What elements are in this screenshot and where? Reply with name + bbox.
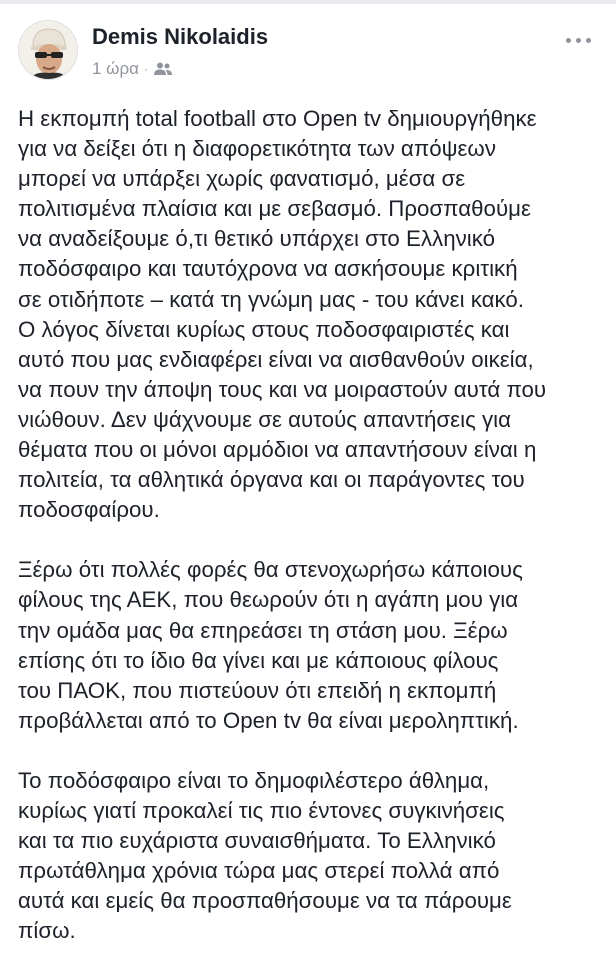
text-line: πολιτεία, τα αθλητικά όργανα και οι παράγοντες του — [18, 467, 525, 493]
text-line: προβάλλεται από το Open tv θα είναι μεροληπτική. — [18, 707, 519, 733]
text-line: πολιτισμένα πλαίσια και με σεβασμό. Προσπαθούμε — [18, 196, 531, 222]
post-paragraph-1 — [18, 104, 608, 525]
text-line: σε οτιδήποτε – κατά τη γνώμη μας - του κάνει κακό. — [18, 286, 524, 312]
text-line: πίσω. — [18, 918, 76, 944]
text-line: Το ποδόσφαιρο είναι το δημοφιλέστερο άθλημα, — [18, 767, 490, 793]
post-paragraph-3 — [18, 766, 608, 947]
more-options-icon[interactable] — [558, 28, 598, 52]
text-line: αυτά και εμείς θα προσπαθήσουμε να τα πάρουμε — [18, 888, 512, 914]
text-line: θέματα που οι μόνοι αρμόδιοι να απαντήσουν είναι η — [18, 437, 537, 463]
text-line: μπορεί να υπάρξει χωρίς φανατισμό, μέσα σε — [18, 166, 466, 192]
friends-icon[interactable] — [153, 61, 173, 77]
post-header — [18, 20, 598, 86]
text-line: και τα πιο ευχάριστα συναισθήματα. Το Ελληνικό — [18, 828, 496, 854]
text-line: την ομάδα μας θα επηρεάσει τη στάση μου. Ξέρω — [18, 617, 508, 643]
post-meta — [92, 58, 173, 80]
text-line: επίσης ότι το ίδιο θα γίνει και με κάποιους φίλους — [18, 647, 499, 673]
author-name[interactable]: Demis Nikolaidis — [92, 24, 269, 49]
text-line: ποδόσφαιρο και ταυτόχρονα να ασκήσουμε κριτική — [18, 256, 518, 282]
text-line: Ξέρω ότι πολλές φορές θα στενοχωρήσω κάποιους — [18, 557, 523, 583]
post-timestamp[interactable]: 1 ώρα — [92, 59, 139, 78]
post-body — [18, 104, 608, 960]
post-paragraph-2 — [18, 555, 608, 736]
text-line: πρωτάθλημα χρόνια τώρα μας στερεί πολλά από — [18, 858, 500, 884]
text-line: Η εκπομπή total football στο Open tv δημιουργήθηκε — [18, 106, 537, 131]
text-line: για να δείξει ότι η διαφορετικότητα των απόψεων — [18, 136, 496, 162]
author-avatar[interactable] — [18, 20, 78, 80]
text-line: να αναδείξουμε ό,τι θετικό υπάρχει στο Ελληνικό — [18, 226, 495, 252]
text-line: του ΠΑΟΚ, που πιστεύουν ότι επειδή η εκπομπή — [18, 677, 497, 703]
text-line: νιώθουν. Δεν ψάχνουμε σε αυτούς απαντήσεις για — [18, 406, 512, 432]
text-line: Ο λόγος δίνεται κυρίως στους ποδοσφαιριστές και — [18, 316, 510, 342]
text-line: αυτό που μας ενδιαφέρει είναι να αισθανθούν οικεία, — [18, 346, 534, 372]
text-line: φίλους της ΑΕΚ, που θεωρούν ότι η αγάπη μου για — [18, 587, 519, 613]
meta-separator: · — [143, 62, 148, 76]
text-line: ποδοσφαίρου. — [18, 497, 160, 523]
text-line: κυρίως γιατί προκαλεί τις πιο έντονες συγκινήσεις — [18, 797, 505, 823]
facebook-post — [0, 4, 616, 960]
profile-photo-icon — [19, 21, 78, 80]
text-line: να πουν την άποψη τους και να μοιραστούν αυτά που — [18, 376, 547, 402]
